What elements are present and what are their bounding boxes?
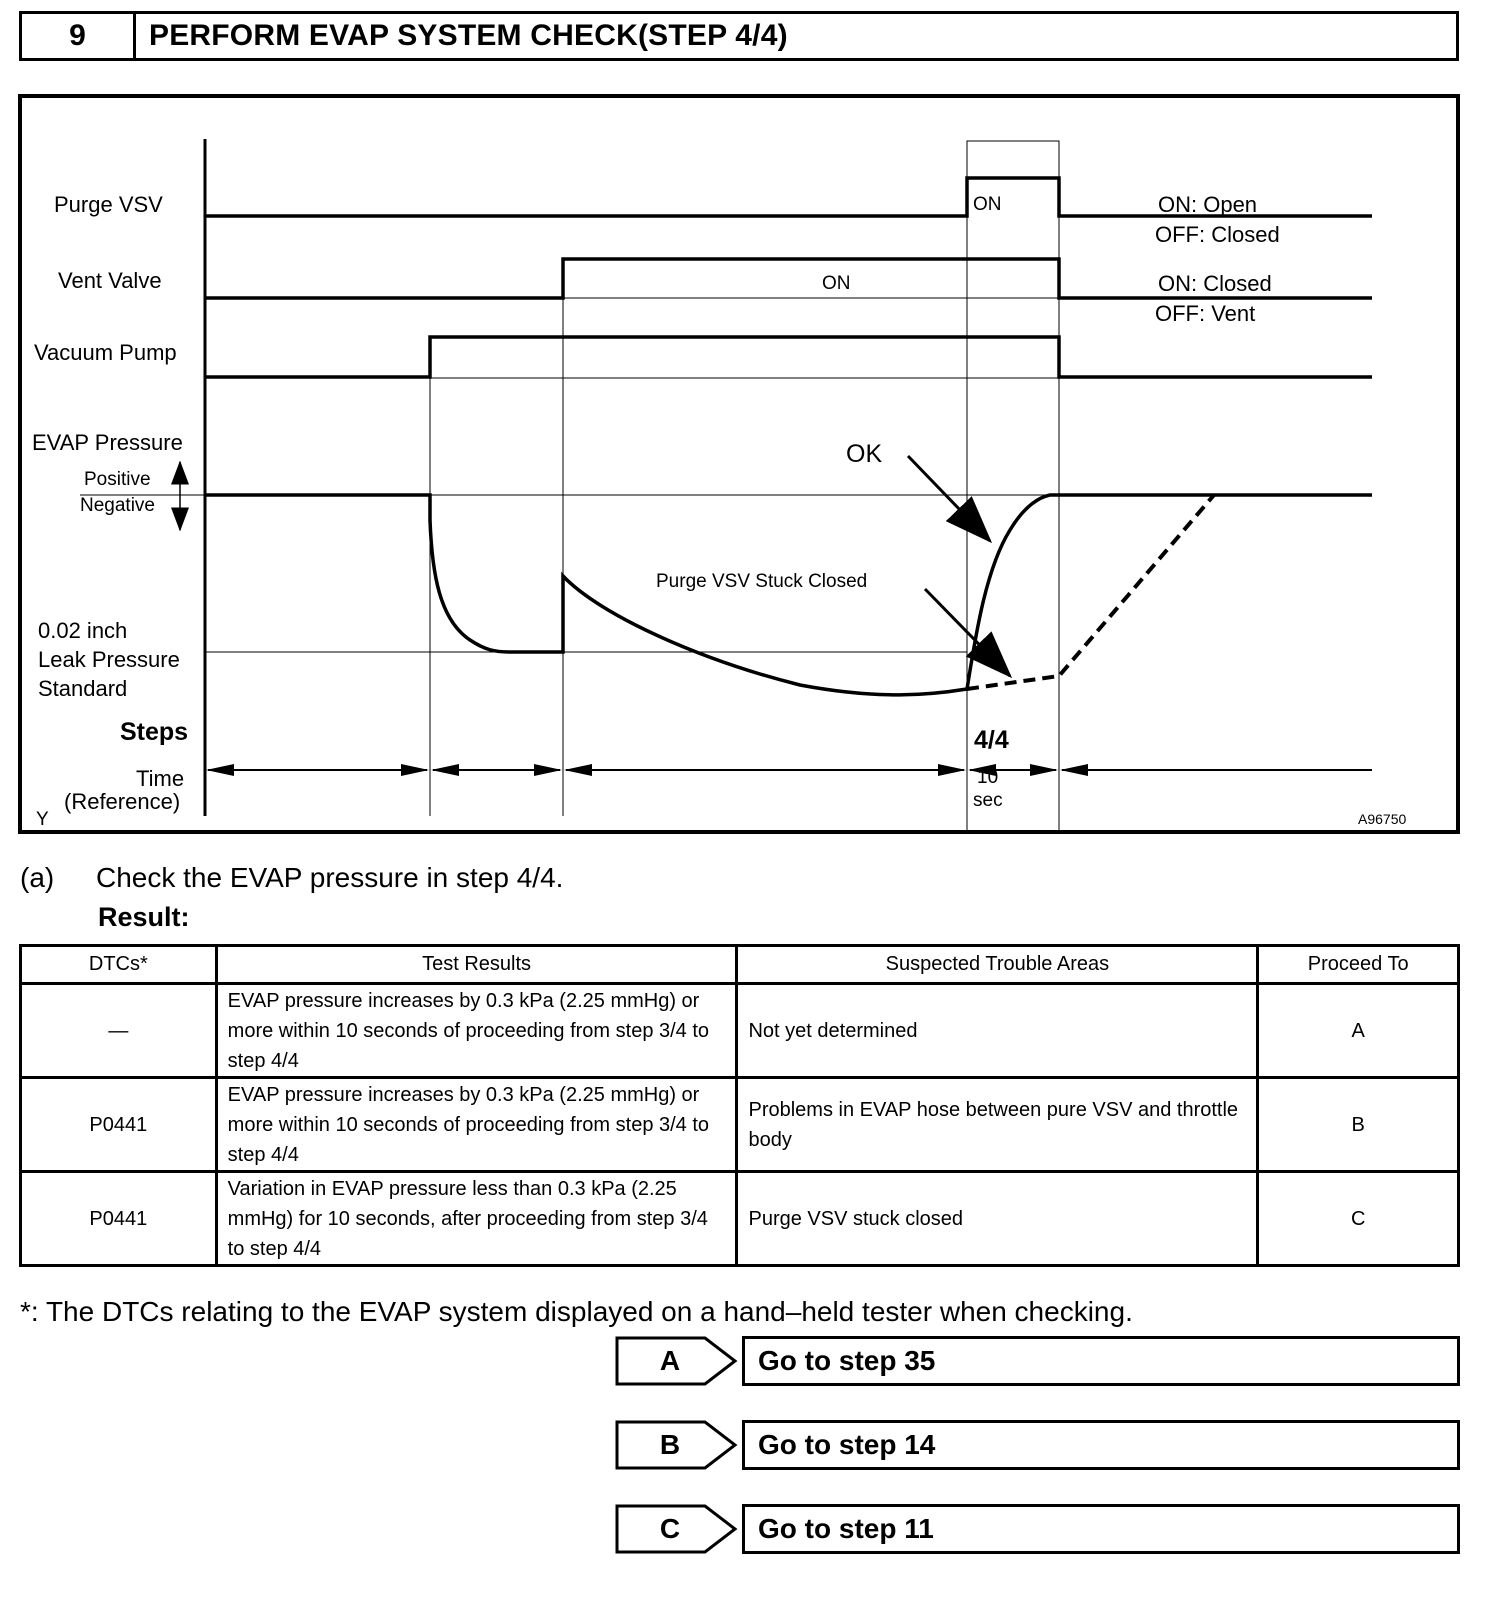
table-row	[21, 1172, 1459, 1266]
table-header-row	[21, 946, 1459, 984]
cell-area: Not yet determined	[737, 984, 1258, 1078]
timing-diagram	[18, 94, 1460, 834]
label-steps: Steps	[120, 718, 189, 746]
proceed-b-letter: B	[659, 1429, 681, 1460]
header-test-results: Test Results	[216, 946, 737, 984]
proceed-a-action[interactable]: Go to step 35	[742, 1336, 1460, 1386]
header-dtcs: DTCs*	[21, 946, 217, 984]
table-row	[21, 1078, 1459, 1172]
cell-proceed: A	[1258, 984, 1459, 1078]
proceed-b[interactable]	[615, 1420, 1460, 1470]
cell-dtc: —	[21, 984, 217, 1078]
ok-annotation: OK	[846, 440, 883, 468]
label-positive: Positive	[84, 469, 151, 490]
proceed-a[interactable]	[615, 1336, 1460, 1386]
instruction-a	[20, 862, 563, 894]
instruction-letter: (a)	[20, 862, 55, 893]
proceed-b-action[interactable]: Go to step 14	[742, 1420, 1460, 1470]
purge-legend-off: OFF: Closed	[1155, 222, 1280, 247]
label-vent-valve: Vent Valve	[58, 268, 162, 293]
duration-unit: sec	[973, 790, 1003, 811]
step-4-4-label: 4/4	[974, 726, 1009, 754]
label-purge-vsv: Purge VSV	[54, 192, 163, 217]
label-time-ref: (Reference)	[64, 789, 181, 814]
figure-id: A96750	[1358, 811, 1407, 827]
proceed-c[interactable]	[615, 1504, 1460, 1554]
corner-mark: Y	[36, 809, 49, 830]
label-vacuum-pump: Vacuum Pump	[34, 340, 177, 365]
proceed-c-action[interactable]: Go to step 11	[742, 1504, 1460, 1554]
proceed-a-letter: A	[659, 1345, 681, 1376]
vent-on-label: ON	[822, 273, 851, 294]
cell-proceed: B	[1258, 1078, 1459, 1172]
purge-on-label: ON	[973, 194, 1002, 215]
duration-value: 10	[977, 767, 999, 788]
label-time: Time	[136, 766, 185, 791]
results-table	[19, 944, 1460, 1267]
step-header	[19, 11, 1459, 61]
table-row	[21, 984, 1459, 1078]
cell-result: Variation in EVAP pressure less than 0.3 kPa (2.25 mmHg) for 10 seconds, after proceeding from step 3/4 to step 4/4	[216, 1172, 737, 1266]
label-leak-3: Standard	[38, 676, 128, 701]
header-trouble-areas: Suspected Trouble Areas	[737, 946, 1258, 984]
cell-result: EVAP pressure increases by 0.3 kPa (2.25 mmHg) or more within 10 seconds of proceeding from step 3/4 to step 4/4	[216, 984, 737, 1078]
proceed-c-tag[interactable]	[615, 1504, 739, 1554]
stuck-closed-annotation: Purge VSV Stuck Closed	[656, 571, 868, 592]
label-negative: Negative	[80, 495, 155, 516]
result-label: Result:	[98, 902, 190, 932]
purge-legend-on: ON: Open	[1158, 192, 1258, 217]
header-proceed-to: Proceed To	[1258, 946, 1459, 984]
step-title: PERFORM EVAP SYSTEM CHECK(STEP 4/4)	[149, 19, 788, 52]
instruction-text: Check the EVAP pressure in step 4/4.	[96, 862, 564, 893]
proceed-a-tag[interactable]	[615, 1336, 739, 1386]
label-leak-1: 0.02 inch	[38, 618, 128, 643]
cell-result: EVAP pressure increases by 0.3 kPa (2.25 mmHg) or more within 10 seconds of proceeding from step 3/4 to step 4/4	[216, 1078, 737, 1172]
dtc-footnote: *: The DTCs relating to the EVAP system displayed on a hand–held tester when checking.	[20, 1296, 1133, 1327]
label-leak-2: Leak Pressure	[38, 647, 180, 672]
cell-proceed: C	[1258, 1172, 1459, 1266]
proceed-c-letter: C	[659, 1513, 681, 1544]
vent-legend-on: ON: Closed	[1158, 271, 1272, 296]
vent-legend-off: OFF: Vent	[1155, 301, 1256, 326]
cell-dtc: P0441	[21, 1078, 217, 1172]
step-number: 9	[22, 14, 136, 58]
cell-dtc: P0441	[21, 1172, 217, 1266]
proceed-b-tag[interactable]	[615, 1420, 739, 1470]
label-evap-pressure: EVAP Pressure	[32, 430, 183, 455]
cell-area: Problems in EVAP hose between pure VSV and throttle body	[737, 1078, 1258, 1172]
cell-area: Purge VSV stuck closed	[737, 1172, 1258, 1266]
